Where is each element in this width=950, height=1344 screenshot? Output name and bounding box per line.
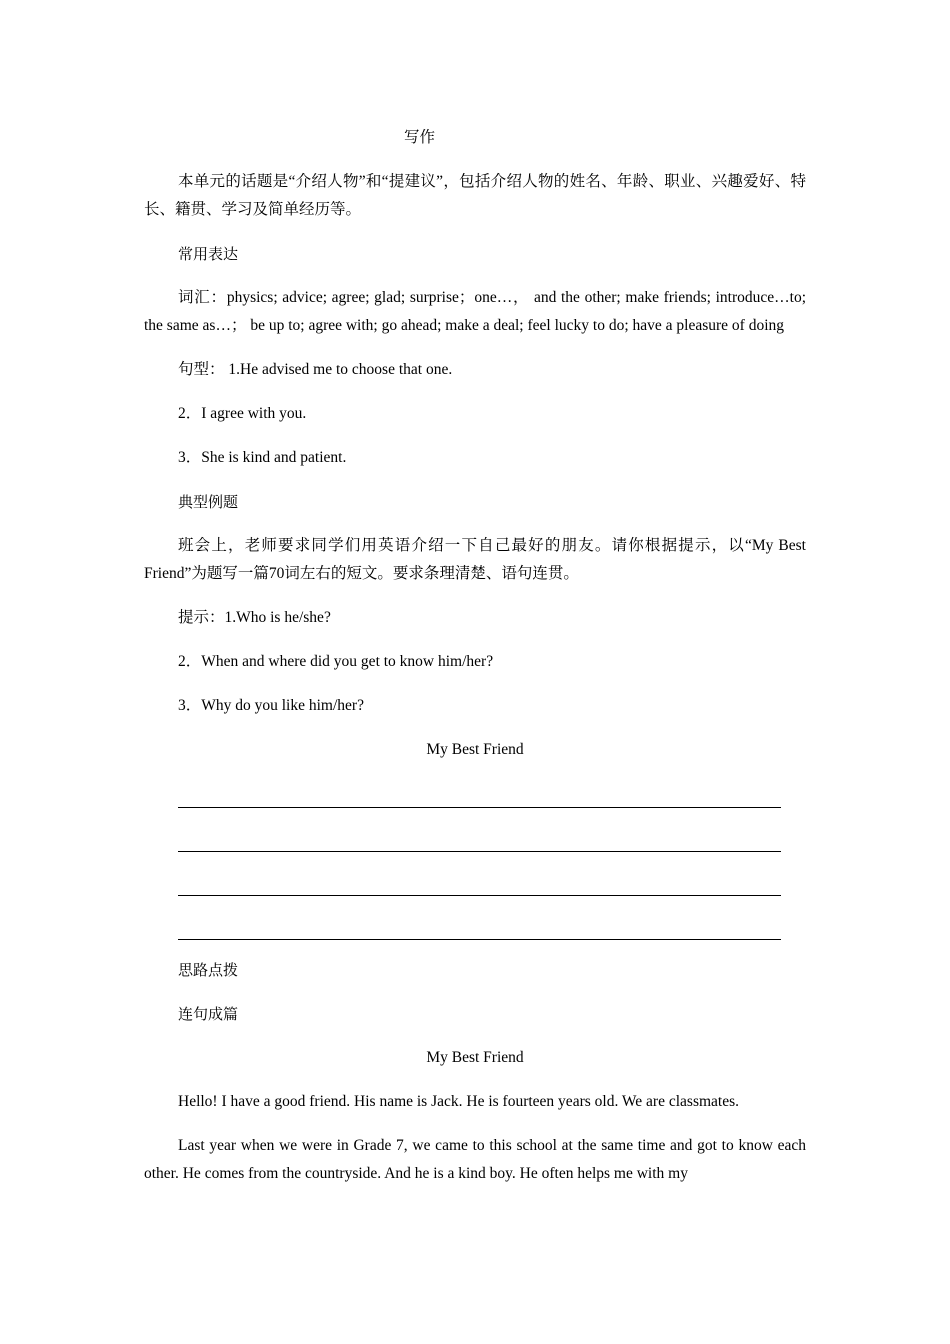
essay-title: My Best Friend — [426, 741, 524, 758]
sentence-label: 句型： — [178, 361, 225, 378]
hint-3: 3．Why do you like him/her? — [178, 697, 364, 714]
section-heading-example: 典型例题 — [178, 493, 239, 511]
sample-paragraph-1: Hello! I have a good friend. His name is Jack. He is fourteen years old. We are classmates. — [178, 1093, 740, 1110]
sentence-pattern-3: 3．She is kind and patient. — [178, 449, 347, 466]
sentence-pattern-2: 2．I agree with you. — [178, 405, 307, 422]
hint-2: 2．When and where did you get to know him/her? — [178, 653, 494, 670]
intro-paragraph: 本单元的话题是“介绍人物”和“提建议”，包括介绍人物的姓名、年龄、职业、兴趣爱好、特长、籍贯、学习及简单经历等。 — [144, 173, 806, 218]
page-title: 写作 — [404, 129, 436, 146]
task-paragraph: 班会上，老师要求同学们用英语介绍一下自己最好的朋友。请你根据提示，以“My Best Friend”为题写一篇70词左右的短文。要求条理清楚、语句连贯。 — [144, 537, 806, 582]
hint-1: 提示：1.Who is he/she? — [178, 609, 331, 626]
writing-line — [178, 868, 781, 896]
sample-paragraph-2: Last year when we were in Grade 7, we came to this school at the same time and got to know each other. He comes from the countryside. And he is a kind boy. He often helps me with my — [144, 1137, 806, 1182]
sentence-1: 1.He advised me to choose that one. — [228, 361, 453, 378]
writing-line — [178, 824, 781, 852]
sentence-pattern-1 — [144, 356, 806, 384]
vocabulary-paragraph: 词汇：physics; advice; agree; glad; surprise；one…， and the other; make friends; introduce…to; the same as…； be up to; agree with; go ahead; make a deal; feel lucky to do; have a pleasure of doing — [144, 289, 806, 334]
section-heading-thinking: 思路点拨 — [178, 961, 239, 979]
document-body — [144, 124, 806, 1188]
sample-essay-title: My Best Friend — [426, 1049, 524, 1066]
section-heading-compose: 连句成篇 — [178, 1005, 239, 1023]
writing-line — [178, 912, 781, 940]
section-heading-expressions: 常用表达 — [178, 245, 239, 263]
writing-line — [178, 780, 781, 808]
